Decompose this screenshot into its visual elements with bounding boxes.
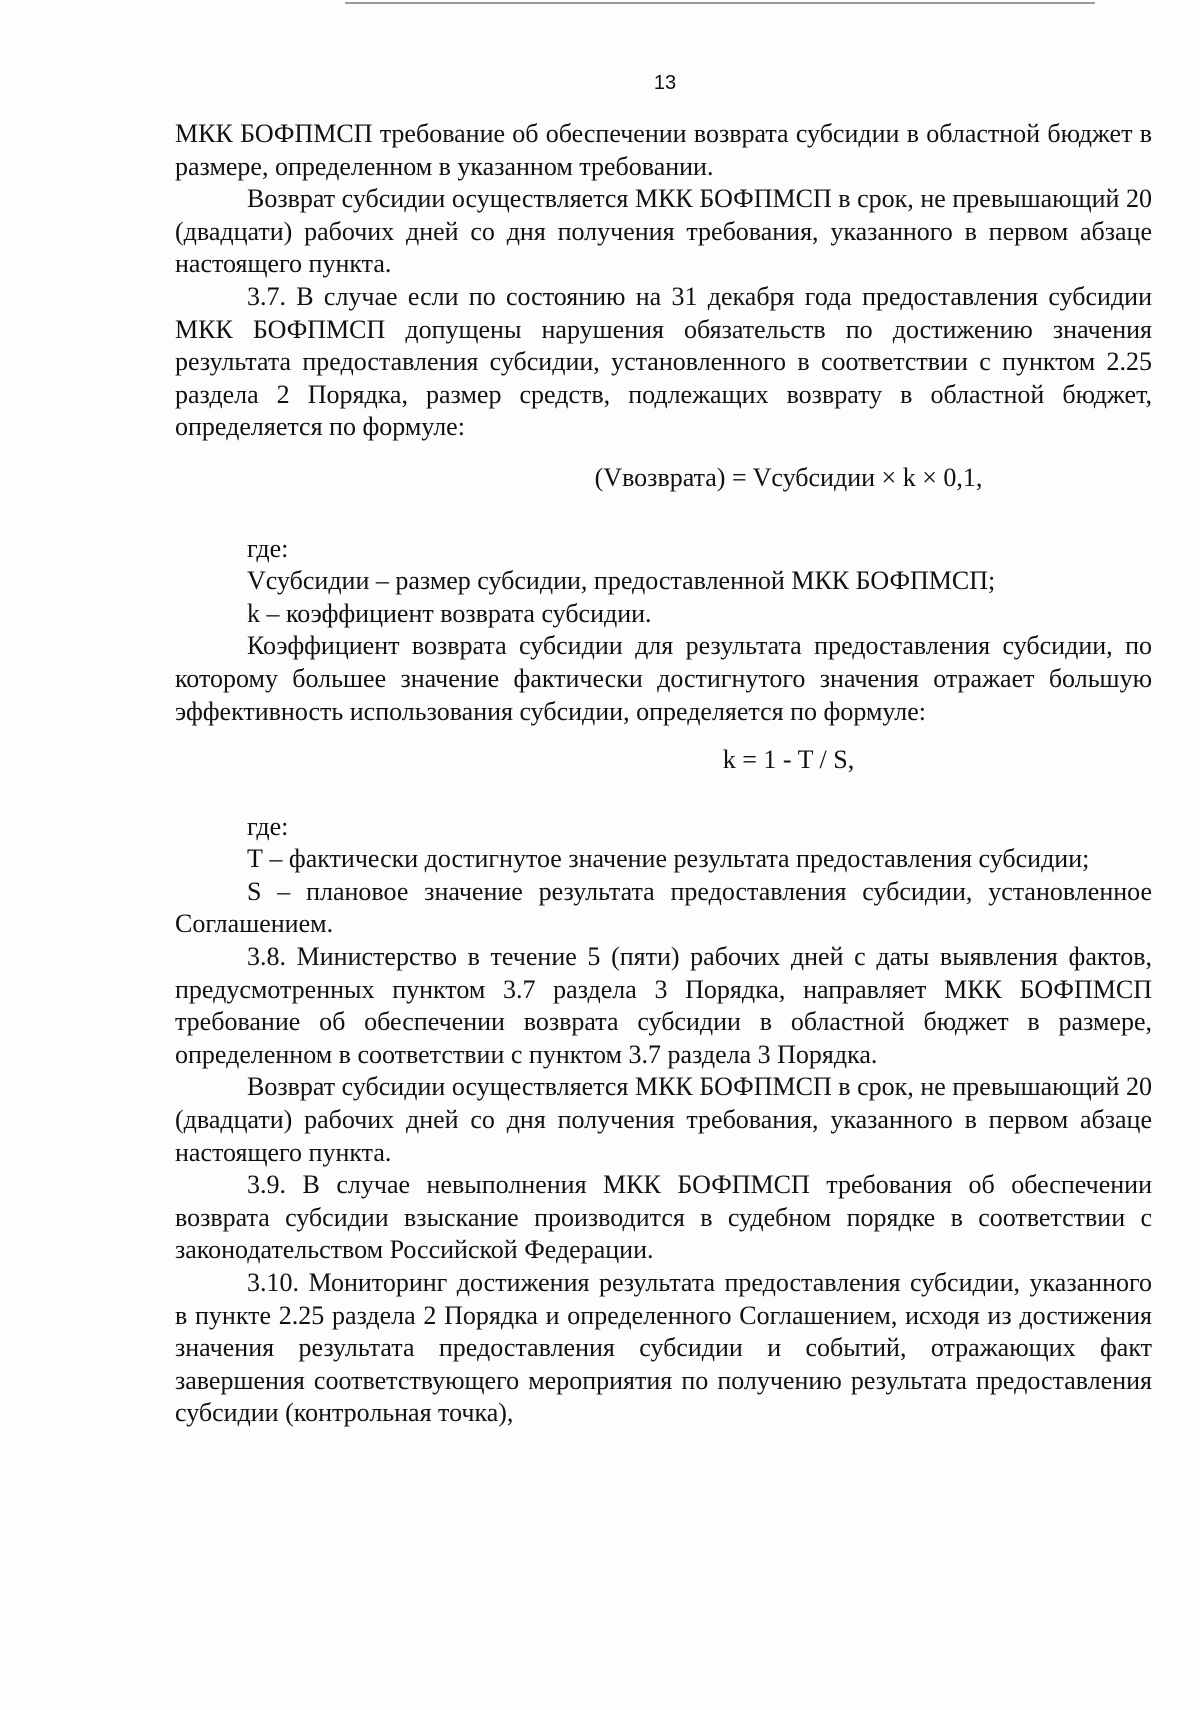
where-label-2: где: [247, 811, 289, 841]
formula-coefficient: k = 1 - T / S, [722, 745, 855, 775]
paragraph-refund-term-2: Возврат субсидии осуществляется МКК БОФПМСП в срок, не превышающий 20 (двадцати) рабочих дней со дня получения требования, указанного в первом абзаце настоящего пункта. [175, 1072, 1152, 1167]
definition-s: S – плановое значение результата предоставления субсидии, установленное Соглашением. [175, 876, 1152, 939]
paragraph-continuation: МКК БОФПМСП требование об обеспечении возврата субсидии в областной бюджет в размере, определенном в указанном требовании. [175, 119, 1152, 181]
formula-refund-amount: (Vвозврата) = Vсубсидии × k × 0,1, [594, 462, 983, 492]
paragraph-3-10: 3.10. Мониторинг достижения результата предоставления субсидии, указанного в пункте 2.25 раздела 2 Порядка и определенного Соглашением, исходя из достижения значения результата предоставления субсидии и событий, отражающих факт завершения соответствующего мероприятия по получению результата предоставления субсидии (контрольная точка), [175, 1268, 1152, 1428]
definition-k: k – коэффициент возврата субсидии. [247, 598, 652, 628]
paragraph-refund-term: Возврат субсидии осуществляется МКК БОФПМСП в срок, не превышающий 20 (двадцати) рабочих дней со дня получения требования, указанного в первом абзаце настоящего пункта. [175, 184, 1152, 279]
page-number: 13 [653, 72, 677, 94]
where-label-1: где: [247, 533, 289, 563]
paragraph-3-7: 3.7. В случае если по состоянию на 31 декабря года предоставления субсидии МКК БОФПМСП допущены нарушения обязательств по достижению значения результата предоставления субсидии, установленного в соответствии с пунктом 2.25 раздела 2 Порядка, размер средств, подлежащих возврату в областной бюджет, определяется по формуле: [175, 281, 1152, 442]
document-body [175, 118, 1152, 1430]
paragraph-3-8: 3.8. Министерство в течение 5 (пяти) рабочих дней с даты выявления фактов, предусмотренных пунктом 3.7 раздела 3 Порядка, направляет МКК БОФПМСП требование об обеспечении возврата субсидии в областной бюджет в размере, определенном в соответствии с пунктом 3.7 раздела 3 Порядка. [175, 942, 1152, 1069]
definition-v-subsidy: Vсубсидии – размер субсидии, предоставленной МКК БОФПМСП; [247, 566, 996, 596]
paragraph-3-9: 3.9. В случае невыполнения МКК БОФПМСП требования об обеспечении возврата субсидии взыскание производится в судебном порядке в соответствии с законодательством Российской Федерации. [175, 1170, 1152, 1265]
top-scan-edge-line [345, 2, 1095, 4]
paragraph-coefficient: Коэффициент возврата субсидии для результата предоставления субсидии, по которому большее значение фактически достигнутого значения отражает большую эффективность использования субсидии, определяется по формуле: [175, 631, 1152, 726]
definition-t: Т – фактически достигнутое значение результата предоставления субсидии; [247, 844, 1090, 874]
